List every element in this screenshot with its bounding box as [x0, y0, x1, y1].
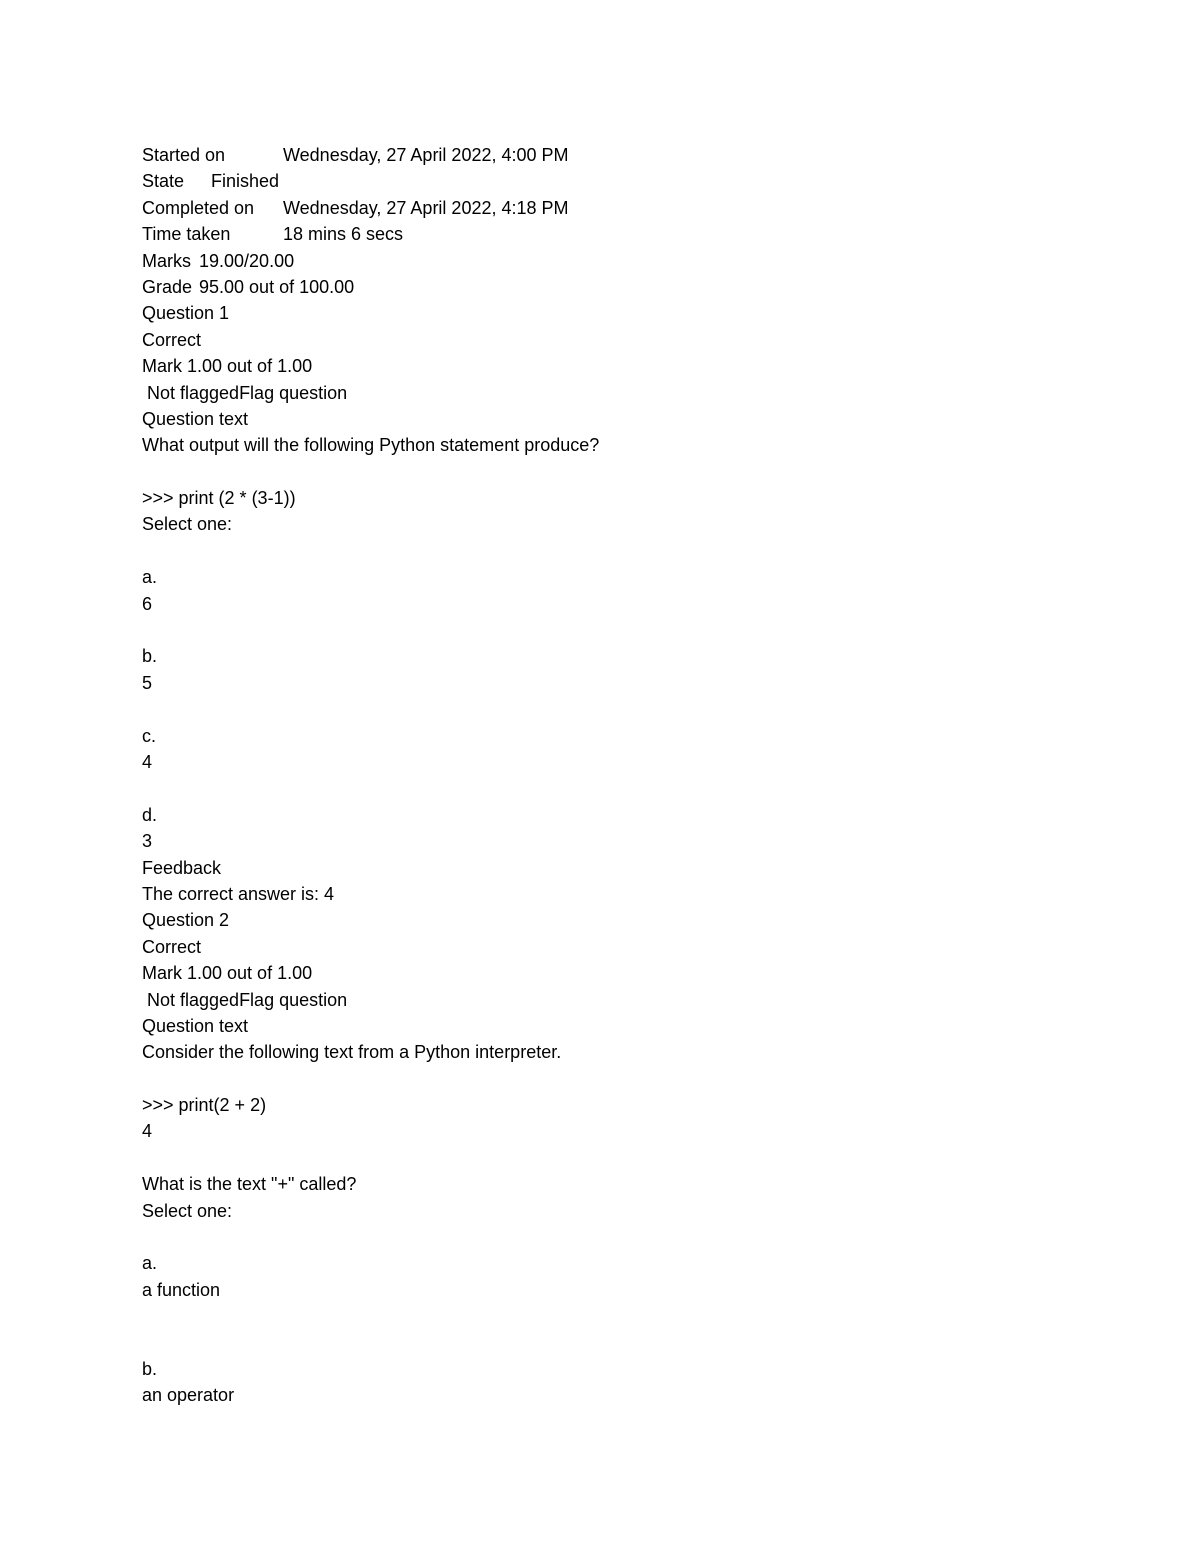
completed-row: [142, 195, 1102, 221]
option-letter[interactable]: c.: [142, 725, 157, 746]
question-1-prompt: What output will the following Python statement produce?: [142, 435, 600, 456]
question-1-feedback: The correct answer is: 4: [142, 883, 335, 904]
spacer: [142, 1224, 1102, 1250]
option-value[interactable]: 6: [142, 593, 153, 614]
option-letter[interactable]: b.: [142, 646, 158, 667]
question-1-select-label: Select one:: [142, 514, 233, 535]
time-value: 18 mins 6 secs: [283, 224, 404, 245]
question-2-select-label: Select one:: [142, 1200, 233, 1221]
grade-label: Grade: [142, 276, 193, 297]
spacer: [142, 1066, 1102, 1092]
grade-row: [142, 274, 1102, 300]
question-2-code: >>> print(2 + 2): [142, 1095, 267, 1116]
spacer: [142, 538, 1102, 564]
question-1-feedback-label: Feedback: [142, 857, 222, 878]
question-1-code: >>> print (2 * (3-1)): [142, 488, 296, 509]
marks-label: Marks: [142, 250, 191, 271]
state-row: [142, 168, 1102, 194]
question-2-text-label: Question text: [142, 1015, 249, 1036]
spacer: [142, 1330, 1102, 1356]
option-letter[interactable]: d.: [142, 804, 158, 825]
completed-label: Completed on: [142, 197, 255, 218]
spacer: [142, 696, 1102, 722]
question-2-prompt: Consider the following text from a Python interpreter.: [142, 1042, 562, 1063]
option-value[interactable]: an operator: [142, 1385, 235, 1406]
started-row: [142, 142, 1102, 168]
spacer: [142, 1303, 1102, 1329]
question-2-status: Correct: [142, 936, 202, 957]
question-1-status: Correct: [142, 329, 202, 350]
spacer: [142, 1145, 1102, 1171]
spacer: [142, 775, 1102, 801]
question-2-flag-link[interactable]: Not flaggedFlag question: [147, 989, 348, 1010]
option-letter[interactable]: b.: [142, 1358, 158, 1379]
question-2-mark: Mark 1.00 out of 1.00: [142, 963, 313, 984]
question-1-title: Question 1: [142, 303, 230, 324]
marks-value: 19.00/20.00: [199, 250, 295, 271]
started-label: Started on: [142, 145, 226, 165]
started-value: Wednesday, 27 April 2022, 4:00 PM: [283, 145, 569, 165]
time-row: [142, 221, 1102, 247]
marks-row: [142, 248, 1102, 274]
completed-value: Wednesday, 27 April 2022, 4:18 PM: [283, 197, 569, 218]
time-label: Time taken: [142, 224, 231, 245]
question-2-code-output: 4: [142, 1121, 153, 1142]
option-letter[interactable]: a.: [142, 567, 158, 588]
spacer: [142, 617, 1102, 643]
option-letter[interactable]: a.: [142, 1253, 158, 1274]
state-label: State: [142, 171, 185, 192]
grade-value: 95.00 out of 100.00: [199, 276, 355, 297]
option-value[interactable]: 3: [142, 831, 153, 852]
question-1-mark: Mark 1.00 out of 1.00: [142, 356, 313, 377]
question-1-text-label: Question text: [142, 408, 249, 429]
quiz-review-document: [142, 142, 1102, 1409]
question-2-title: Question 2: [142, 910, 230, 931]
spacer: [142, 459, 1102, 485]
state-value: Finished: [211, 171, 280, 192]
option-value[interactable]: 4: [142, 751, 153, 772]
option-value[interactable]: 5: [142, 672, 153, 693]
question-1-flag-link[interactable]: Not flaggedFlag question: [147, 382, 348, 403]
option-value[interactable]: a function: [142, 1279, 221, 1300]
question-2-question: What is the text "+" called?: [142, 1174, 357, 1195]
